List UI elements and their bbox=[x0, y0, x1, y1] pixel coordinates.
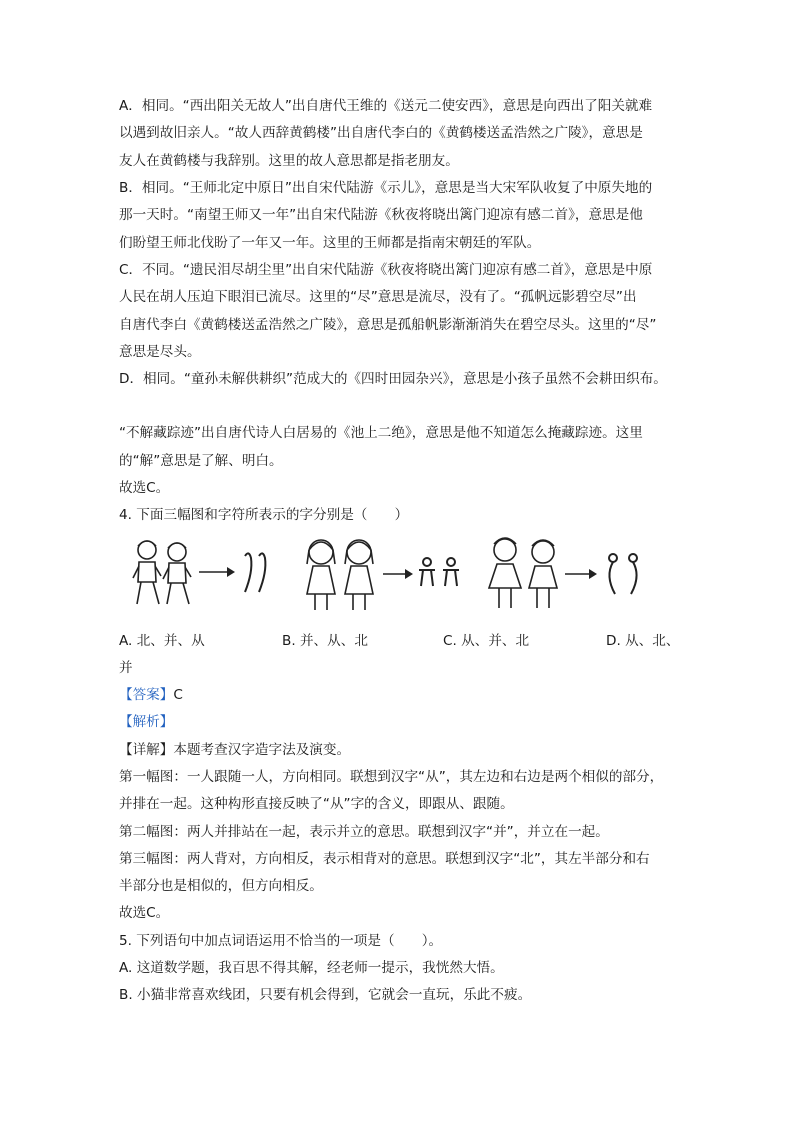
q4-fig2-line: 第二幅图：两人并排站在一起，表示并立的意思。联想到汉字“并”，并立在一起。 bbox=[119, 824, 609, 840]
figure-two-followers-image bbox=[129, 532, 289, 612]
q3-option-d-line-1: D．相同。“童孙未解供耕织”范成大的《四时田园杂兴》，意思是小孩子虽然不会耕田织布。 bbox=[119, 371, 667, 387]
q4-fig1-line-2: 并排在一起。这种构形直接反映了“从”字的含义，即跟从、跟随。 bbox=[119, 796, 514, 812]
q4-option-c: C. 从、并、北 bbox=[443, 633, 530, 649]
q4-analysis-label: 【解析】 bbox=[119, 714, 174, 730]
q4-option-a: A. 北、并、从 bbox=[119, 633, 205, 649]
q3-option-c-line-2: 人民在胡人压迫下眼泪已流尽。这里的“尽”意思是流尽，没有了。“孤帆远影碧空尽”出 bbox=[119, 289, 637, 305]
q4-figure bbox=[119, 532, 679, 616]
figure-back-to-back-image bbox=[481, 532, 661, 616]
answer-label: 【答案】 bbox=[119, 687, 174, 703]
q3-option-b-line-2: 那一天时。“南望王师又一年”出自宋代陆游《秋夜将晓出篱门迎凉有感二首》，意思是他 bbox=[119, 207, 643, 223]
q4-stem: 4. 下面三幅图和字符所表示的字分别是（ ） bbox=[119, 507, 409, 523]
q3-extra-line-2: 的“解”意思是了解、明白。 bbox=[119, 453, 283, 469]
q4-fig3-line-1: 第三幅图：两人背对，方向相反，表示相背对的意思。联想到汉字“北”，其左半部分和右 bbox=[119, 851, 650, 867]
q3-option-a-line-2: 以遇到故旧亲人。“故人西辞黄鹤楼”出自唐代李白的《黄鹤楼送孟浩然之广陵》，意思是 bbox=[119, 125, 643, 141]
q3-option-b-line-1: B．相同。“王师北定中原日”出自宋代陆游《示儿》，意思是当大宋军队收复了中原失地的 bbox=[119, 180, 653, 196]
q3-option-c-line-4: 意思是尽头。 bbox=[119, 344, 201, 360]
q4-fig1-line-1: 第一幅图：一人跟随一人，方向相同。联想到汉字“从”，其左边和右边是两个相似的部分， bbox=[119, 769, 664, 785]
q4-conclusion: 故选C。 bbox=[119, 905, 170, 921]
q4-fig3-line-2: 半部分也是相似的，但方向相反。 bbox=[119, 878, 323, 894]
q5-option-b: B. 小猫非常喜欢线团，只要有机会得到，它就会一直玩，乐此不疲。 bbox=[119, 987, 532, 1003]
q3-option-a-line-3: 友人在黄鹤楼与我辞别。这里的故人意思都是指老朋友。 bbox=[119, 153, 459, 169]
q3-conclusion: 故选C。 bbox=[119, 480, 170, 496]
q3-option-c-line-3: 自唐代李白《黄鹤楼送孟浩然之广陵》，意思是孤船帆影渐渐消失在碧空尽头。这里的“尽” bbox=[119, 317, 657, 333]
q4-answer bbox=[119, 685, 183, 705]
q3-option-c-line-1: C．不同。“遗民泪尽胡尘里”出自宋代陆游《秋夜将晓出篱门迎凉有感二首》，意思是中原 bbox=[119, 262, 653, 278]
q4-detail: 【详解】本题考查汉字造字法及演变。 bbox=[119, 742, 351, 758]
q4-option-d: D. 从、北、 bbox=[606, 633, 680, 649]
figure-side-by-side-image bbox=[299, 532, 479, 616]
q3-option-a-line-1: A．相同。“西出阳关无故人”出自唐代王维的《送元二使安西》，意思是向西出了阳关就难 bbox=[119, 98, 653, 114]
q4-option-d-wrap: 并 bbox=[119, 660, 133, 676]
q3-option-b-line-3: 们盼望王师北伐盼了一年又一年。这里的王师都是指南宋朝廷的军队。 bbox=[119, 235, 541, 251]
q3-extra-line-1: “不解藏踪迹”出自唐代诗人白居易的《池上二绝》，意思是他不知道怎么掩藏踪迹。这里 bbox=[119, 425, 643, 441]
q5-stem: 5. 下列语句中加点词语运用不恰当的一项是（ ）。 bbox=[119, 933, 443, 949]
q5-option-a: A. 这道数学题，我百思不得其解，经老师一提示，我恍然大悟。 bbox=[119, 960, 504, 976]
q4-option-b: B. 并、从、北 bbox=[282, 633, 368, 649]
answer-value: C bbox=[173, 687, 183, 703]
